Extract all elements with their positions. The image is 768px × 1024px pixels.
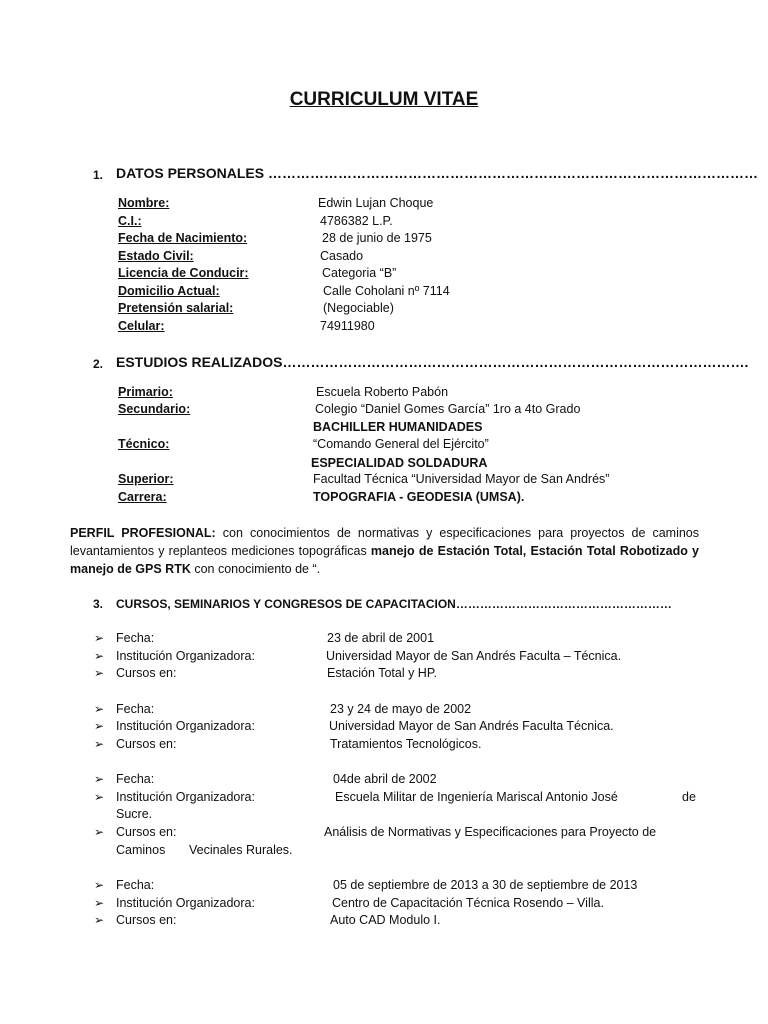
course-2-fecha-label: Fecha: bbox=[116, 702, 155, 716]
course-1-fecha: 23 de abril de 2001 bbox=[327, 631, 435, 645]
field-value-pretension: (Negociable) bbox=[323, 301, 394, 315]
course-2-inst-label: Institución Organizadora: bbox=[116, 719, 255, 733]
section-1-number: 1. bbox=[93, 168, 104, 182]
course-3-fecha-label: Fecha: bbox=[116, 772, 155, 786]
field-label-domicilio: Domicilio Actual: bbox=[118, 284, 220, 298]
course-4-inst: Centro de Capacitación Técnica Rosendo – Villa. bbox=[332, 896, 604, 910]
course-2-fecha: 23 y 24 de mayo de 2002 bbox=[330, 702, 472, 716]
section-1-heading: DATOS PERSONALES …………………………………………………………………………………………… bbox=[116, 165, 758, 181]
course-3-inst-de: de bbox=[682, 790, 696, 804]
study-title-especialidad: ESPECIALIDAD SOLDADURA bbox=[311, 456, 488, 470]
field-label-celular: Celular: bbox=[118, 319, 165, 333]
course-3-curso-a: Análisis de Normativas y Especificaciones para Proyecto de bbox=[324, 825, 657, 839]
profile-label: PERFIL PROFESIONAL: bbox=[70, 526, 216, 540]
course-2-curso: Tratamientos Tecnológicos. bbox=[330, 737, 482, 751]
document-title: CURRICULUM VITAE bbox=[289, 89, 479, 110]
field-label-fecha-nacimiento: Fecha de Nacimiento: bbox=[118, 231, 248, 245]
profile-text-1: con conocimientos de normativas y especificaciones para proyectos de caminos levantamientos y replanteos mediciones topográficas bbox=[70, 526, 700, 558]
field-value-celular: 74911980 bbox=[320, 319, 375, 333]
field-value-fecha-nacimiento: 28 de junio de 1975 bbox=[322, 231, 432, 245]
bullet-arrow-icon: ➢ bbox=[94, 896, 105, 910]
course-2-inst: Universidad Mayor de San Andrés Faculta Técnica. bbox=[329, 719, 614, 733]
study-label-superior: Superior: bbox=[118, 472, 174, 486]
section-3-number: 3. bbox=[93, 597, 104, 611]
bullet-arrow-icon: ➢ bbox=[94, 631, 105, 645]
field-label-pretension: Pretensión salarial: bbox=[118, 301, 234, 315]
field-value-nombre: Edwin Lujan Choque bbox=[318, 196, 434, 210]
profile-text-2: con conocimiento de “. bbox=[190, 562, 321, 576]
field-label-licencia: Licencia de Conducir: bbox=[118, 266, 249, 280]
study-value-primario: Escuela Roberto Pabón bbox=[316, 385, 449, 399]
field-value-estado-civil: Casado bbox=[320, 249, 364, 263]
course-1-inst-label: Institución Organizadora: bbox=[116, 649, 255, 663]
study-value-tecnico: “Comando General del Ejército” bbox=[313, 437, 489, 451]
profile-skills: manejo de Estación Total, Estación Total Robotizado y manejo de GPS RTK bbox=[70, 544, 700, 576]
bullet-arrow-icon: ➢ bbox=[94, 649, 105, 663]
course-4-fecha: 05 de septiembre de 2013 a 30 de septiembre de 2013 bbox=[333, 878, 638, 892]
course-4-inst-label: Institución Organizadora: bbox=[116, 896, 255, 910]
course-3-inst-a: Escuela Militar de Ingeniería Mariscal Antonio José bbox=[335, 790, 618, 804]
field-label-estado-civil: Estado Civil: bbox=[118, 249, 194, 263]
course-4-cursos-label: Cursos en: bbox=[116, 913, 177, 927]
study-title-bachiller: BACHILLER HUMANIDADES bbox=[313, 420, 483, 434]
study-value-secundario: Colegio “Daniel Gomes García” 1ro a 4to Grado bbox=[315, 402, 581, 416]
course-1-fecha-label: Fecha: bbox=[116, 631, 155, 645]
field-value-ci: 4786382 L.P. bbox=[320, 214, 393, 228]
field-label-ci: C.I.: bbox=[118, 214, 142, 228]
bullet-arrow-icon: ➢ bbox=[94, 790, 105, 804]
course-3-cursos-label: Cursos en: bbox=[116, 825, 177, 839]
course-2-cursos-label: Cursos en: bbox=[116, 737, 177, 751]
field-value-domicilio: Calle Coholani nº 7114 bbox=[323, 284, 450, 298]
course-1-curso: Estación Total y HP. bbox=[327, 666, 438, 680]
study-label-secundario: Secundario: bbox=[118, 402, 191, 416]
bullet-arrow-icon: ➢ bbox=[94, 702, 105, 716]
bullet-arrow-icon: ➢ bbox=[94, 913, 105, 927]
course-3-curso-b2: Vecinales Rurales. bbox=[189, 843, 293, 857]
bullet-arrow-icon: ➢ bbox=[94, 666, 105, 680]
course-3-fecha: 04de abril de 2002 bbox=[333, 772, 437, 786]
section-2-number: 2. bbox=[93, 357, 104, 371]
field-value-licencia: Categoria “B” bbox=[322, 266, 397, 280]
course-3-curso-b1: Caminos bbox=[116, 843, 166, 857]
study-value-carrera: TOPOGRAFIA - GEODESIA (UMSA). bbox=[313, 490, 525, 504]
study-value-superior: Facultad Técnica “Universidad Mayor de San Andrés” bbox=[313, 472, 610, 486]
course-3-inst-label: Institución Organizadora: bbox=[116, 790, 255, 804]
study-label-tecnico: Técnico: bbox=[118, 437, 170, 451]
bullet-arrow-icon: ➢ bbox=[94, 825, 105, 839]
study-label-primario: Primario: bbox=[118, 385, 173, 399]
section-2-heading: ESTUDIOS REALIZADOS………………………………………………………………………………………. bbox=[116, 354, 749, 370]
study-label-carrera: Carrera: bbox=[118, 490, 167, 504]
bullet-arrow-icon: ➢ bbox=[94, 737, 105, 751]
profile-paragraph bbox=[70, 524, 699, 578]
bullet-arrow-icon: ➢ bbox=[94, 878, 105, 892]
bullet-arrow-icon: ➢ bbox=[94, 772, 105, 786]
bullet-arrow-icon: ➢ bbox=[94, 719, 105, 733]
course-3-inst-b: Sucre. bbox=[116, 807, 153, 821]
section-3-heading: CURSOS, SEMINARIOS Y CONGRESOS DE CAPACITACION……………………………………………… bbox=[116, 597, 672, 611]
course-4-curso: Auto CAD Modulo I. bbox=[330, 913, 441, 927]
course-4-fecha-label: Fecha: bbox=[116, 878, 155, 892]
course-1-inst: Universidad Mayor de San Andrés Faculta – Técnica. bbox=[326, 649, 622, 663]
field-label-nombre: Nombre: bbox=[118, 196, 170, 210]
course-1-cursos-label: Cursos en: bbox=[116, 666, 177, 680]
